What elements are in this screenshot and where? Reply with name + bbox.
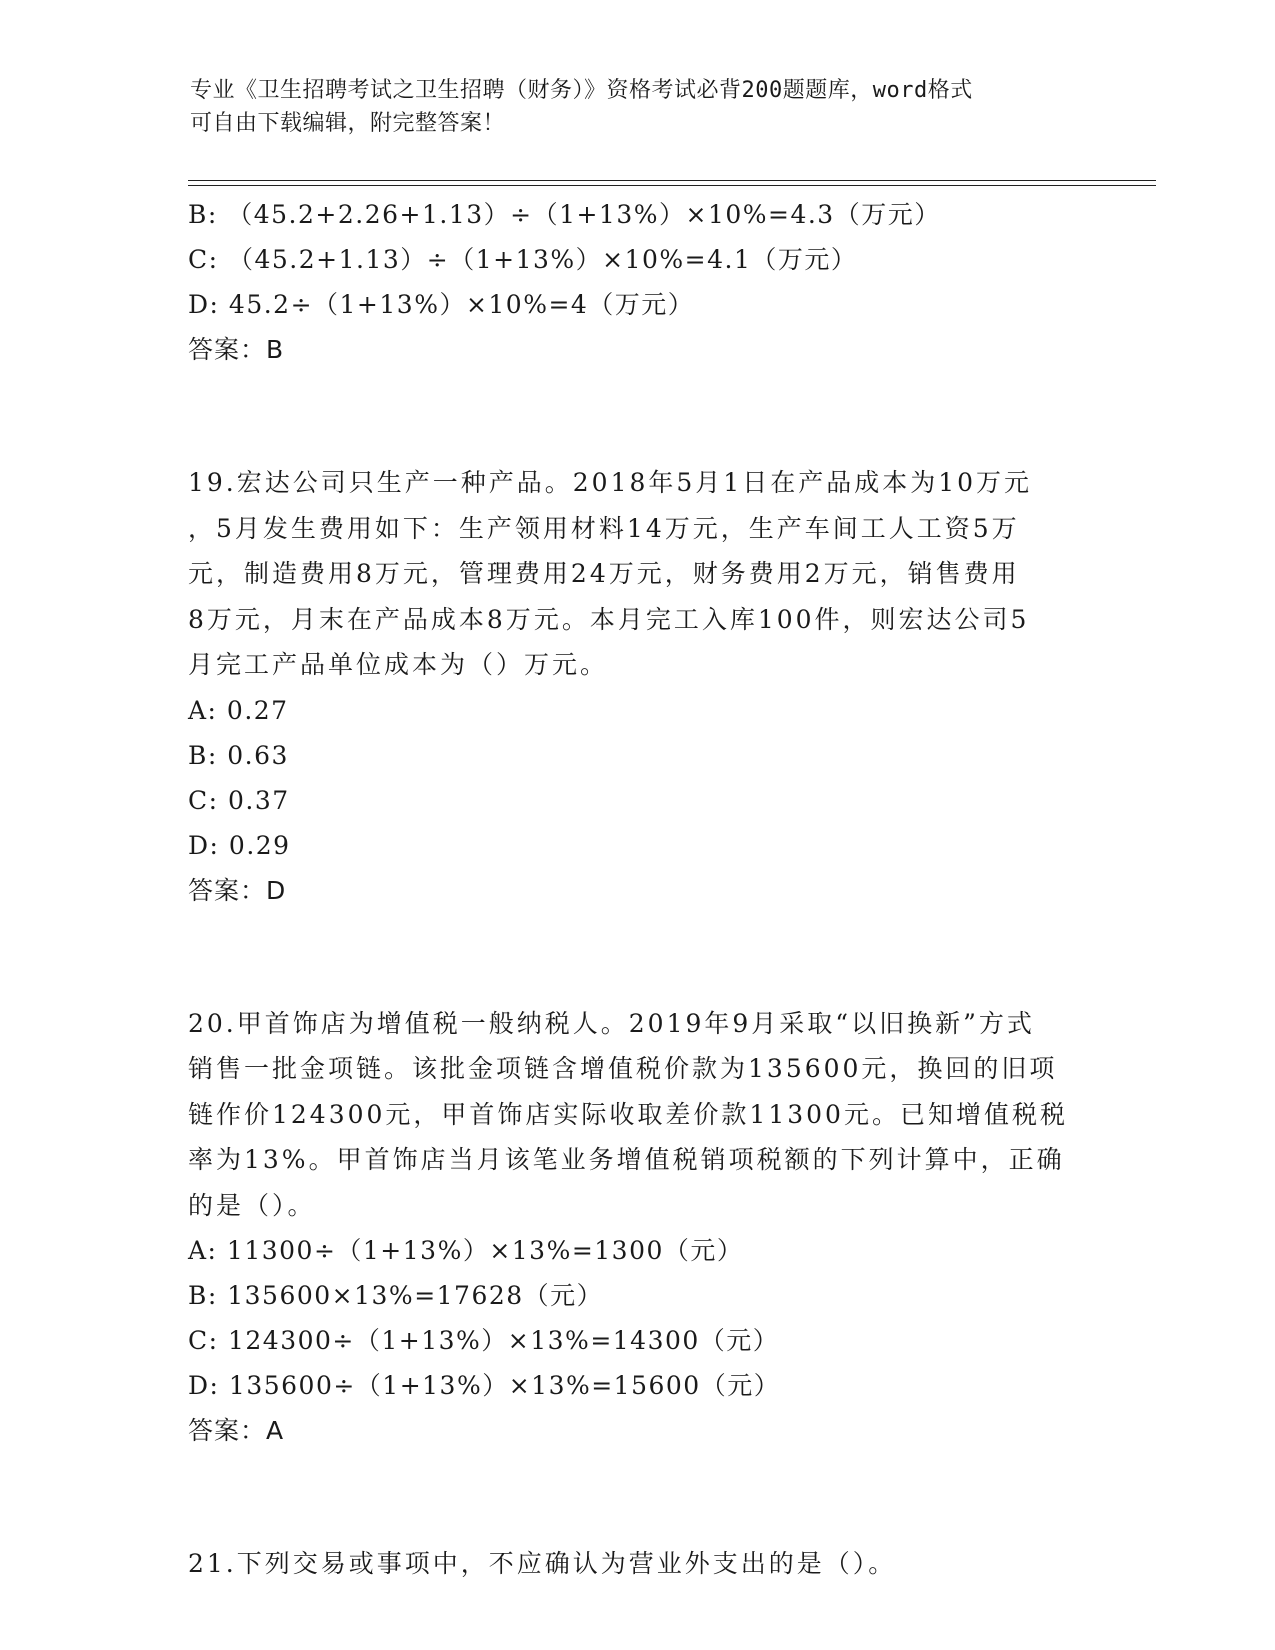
option-c: C: 124300÷（1+13%）×13%=14300（元）: [188, 1326, 780, 1355]
answer: 答案：B: [188, 335, 285, 364]
option-a: A: 0.27: [188, 695, 289, 725]
question-21: [188, 1541, 1088, 1587]
header-line-2: 可自由下载编辑，附完整答案！: [190, 111, 506, 136]
question-text-line: 销售一批金项链。该批金项链含增值税价款为135600元，换回的旧项: [188, 1054, 1058, 1083]
option-d: D: 45.2÷（1+13%）×10%=4（万元）: [188, 290, 695, 319]
question-20: [188, 1001, 1088, 1454]
option-b: B: （45.2+2.26+1.13）÷（1+13%）×10%=4.3（万元）: [188, 200, 941, 229]
header-rule-top: [188, 180, 1156, 181]
header-rule-bottom: [188, 185, 1156, 186]
spacer: [188, 1453, 1088, 1541]
question-text-line: 链作价124300元，甲首饰店实际收取差价款11300元。已知增值税税: [188, 1099, 1068, 1129]
answer: 答案：A: [188, 1416, 285, 1445]
question-text-line: 元，制造费用8万元，管理费用24万元，财务费用2万元，销售费用: [188, 559, 1020, 588]
document-body: [188, 192, 1088, 1587]
option-b: B: 135600×13%=17628（元）: [188, 1281, 604, 1310]
option-a: A: 11300÷（1+13%）×13%=1300（元）: [188, 1236, 744, 1265]
question-text-line: 的是（）。: [188, 1190, 316, 1220]
spacer: [188, 913, 1088, 1001]
question-text-line: 8万元，月末在产品成本8万元。本月完工入库100件，则宏达公司5: [188, 604, 1030, 634]
answer: 答案：D: [188, 875, 287, 905]
header-line-1: 专业《卫生招聘考试之卫生招聘（财务）》资格考试必背200题题库，word格式: [190, 78, 973, 103]
question-text-line: 19.宏达公司只生产一种产品。2018年5月1日在产品成本为10万元: [188, 468, 1033, 497]
prev-question: [188, 192, 1088, 372]
question-text-line: 率为13%。甲首饰店当月该笔业务增值税销项税额的下列计算中，正确: [188, 1145, 1065, 1174]
spacer: [188, 372, 1088, 460]
option-c: C: 0.37: [188, 785, 290, 815]
document-header: [190, 74, 1090, 140]
question-19: [188, 460, 1088, 913]
question-text-line: 21.下列交易或事项中，不应确认为营业外支出的是（）。: [188, 1549, 897, 1578]
question-text-line: 20.甲首饰店为增值税一般纳税人。2019年9月采取“以旧换新”方式: [188, 1008, 1035, 1038]
option-d: D: 0.29: [188, 830, 291, 860]
option-d: D: 135600÷（1+13%）×13%=15600（元）: [188, 1371, 781, 1400]
option-c: C: （45.2+1.13）÷（1+13%）×10%=4.1（万元）: [188, 245, 858, 274]
question-text-line: 月完工产品单位成本为（）万元。: [188, 650, 609, 679]
option-b: B: 0.63: [188, 740, 289, 770]
question-text-line: ，5月发生费用如下：生产领用材料14万元，生产车间工人工资5万: [188, 513, 1020, 543]
